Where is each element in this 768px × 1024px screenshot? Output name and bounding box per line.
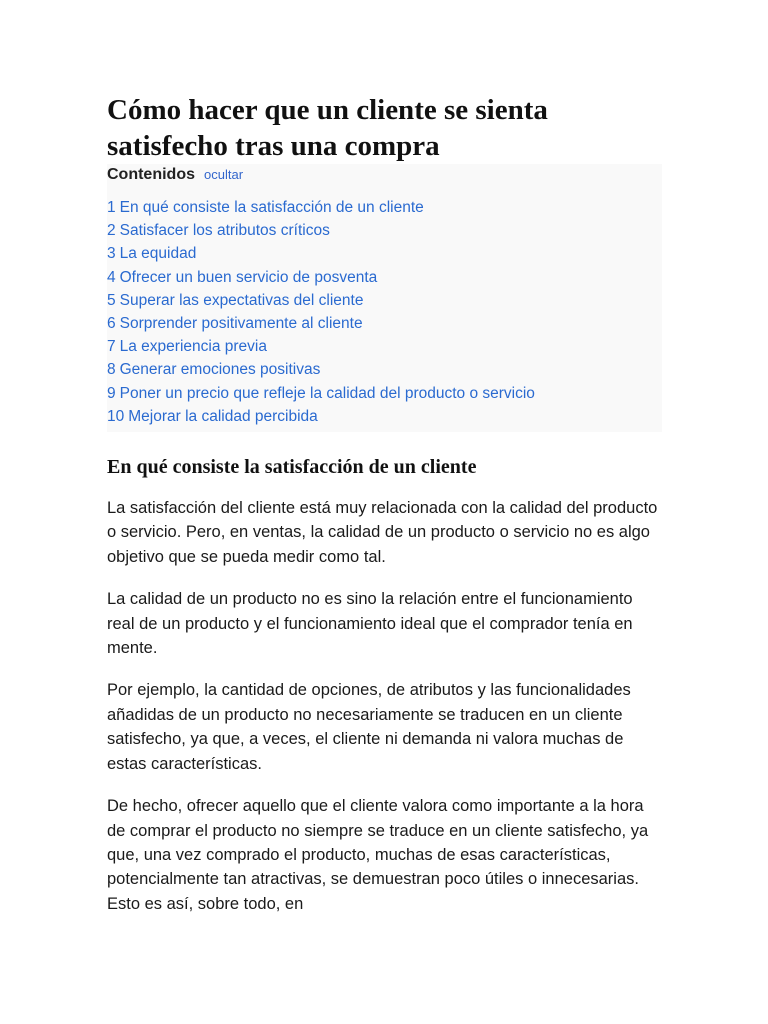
toc-item-number: 3	[107, 245, 116, 263]
toc-item-9[interactable]	[107, 382, 662, 405]
toc-item-10[interactable]	[107, 405, 662, 428]
table-of-contents	[107, 164, 662, 432]
body-paragraph-2: La calidad de un producto no es sino la relación entre el funcionamiento real de un producto y el funcionamiento ideal que el comprador tenía en mente.	[107, 590, 633, 658]
toc-hide-toggle[interactable]: ocultar	[204, 167, 244, 182]
toc-item-label: La equidad	[119, 245, 197, 263]
toc-item-label: Mejorar la calidad percibida	[128, 407, 318, 425]
toc-item-number: 9	[107, 384, 116, 402]
body-paragraph-3: Por ejemplo, la cantidad de opciones, de atributos y las funcionalidades añadidas de un producto no necesariamente se traducen en un cliente satisfecho, ya que, a veces, el cliente ni demanda ni valora muchas de estas características.	[107, 681, 631, 773]
toc-item-number: 7	[107, 338, 116, 356]
toc-item-label: En qué consiste la satisfacción de un cliente	[119, 199, 424, 216]
toc-item-label: La experiencia previa	[119, 338, 267, 356]
toc-header	[107, 166, 662, 196]
section-heading: En qué consiste la satisfacción de un cliente	[107, 456, 477, 479]
toc-item-number: 10	[107, 407, 125, 425]
toc-item-number: 8	[107, 361, 116, 379]
toc-item-3[interactable]	[107, 242, 662, 265]
toc-item-6[interactable]	[107, 312, 662, 335]
document-page	[107, 92, 663, 934]
toc-heading: Contenidos	[107, 166, 195, 183]
toc-item-label: Satisfacer los atributos críticos	[119, 222, 330, 240]
toc-item-label: Poner un precio que refleje la calidad del producto o servicio	[119, 384, 535, 402]
toc-item-8[interactable]	[107, 358, 662, 381]
toc-item-label: Generar emociones positivas	[119, 361, 321, 379]
toc-item-label: Sorprender positivamente al cliente	[119, 315, 363, 333]
toc-item-number: 6	[107, 315, 116, 333]
toc-list	[107, 196, 662, 428]
toc-item-number: 5	[107, 291, 116, 309]
toc-item-7[interactable]	[107, 335, 662, 358]
toc-item-4[interactable]	[107, 266, 662, 289]
toc-item-label: Superar las expectativas del cliente	[119, 291, 364, 309]
toc-item-number: 1	[107, 199, 116, 216]
toc-item-1[interactable]	[107, 196, 662, 219]
body-paragraph-4: De hecho, ofrecer aquello que el cliente valora como importante a la hora de comprar el producto no siempre se traduce en un cliente satisfecho, ya que, una vez comprado el producto, muchas de esas características, potencialmente tan atractivas, se demuestran poco útiles o innecesarias. Esto es así, sobre todo, en	[107, 797, 649, 913]
body-paragraph-1: La satisfacción del cliente está muy relacionada con la calidad del producto o servicio. Pero, en ventas, la calidad de un producto o servicio no es algo objetivo que se pueda medir como tal.	[107, 499, 658, 566]
document-title: Cómo hacer que un cliente se sienta satisfecho tras una compra	[107, 94, 548, 162]
toc-item-2[interactable]	[107, 219, 662, 242]
toc-item-label: Ofrecer un buen servicio de posventa	[119, 268, 378, 286]
toc-item-5[interactable]	[107, 289, 662, 312]
toc-item-number: 2	[107, 222, 116, 240]
toc-item-number: 4	[107, 268, 116, 286]
